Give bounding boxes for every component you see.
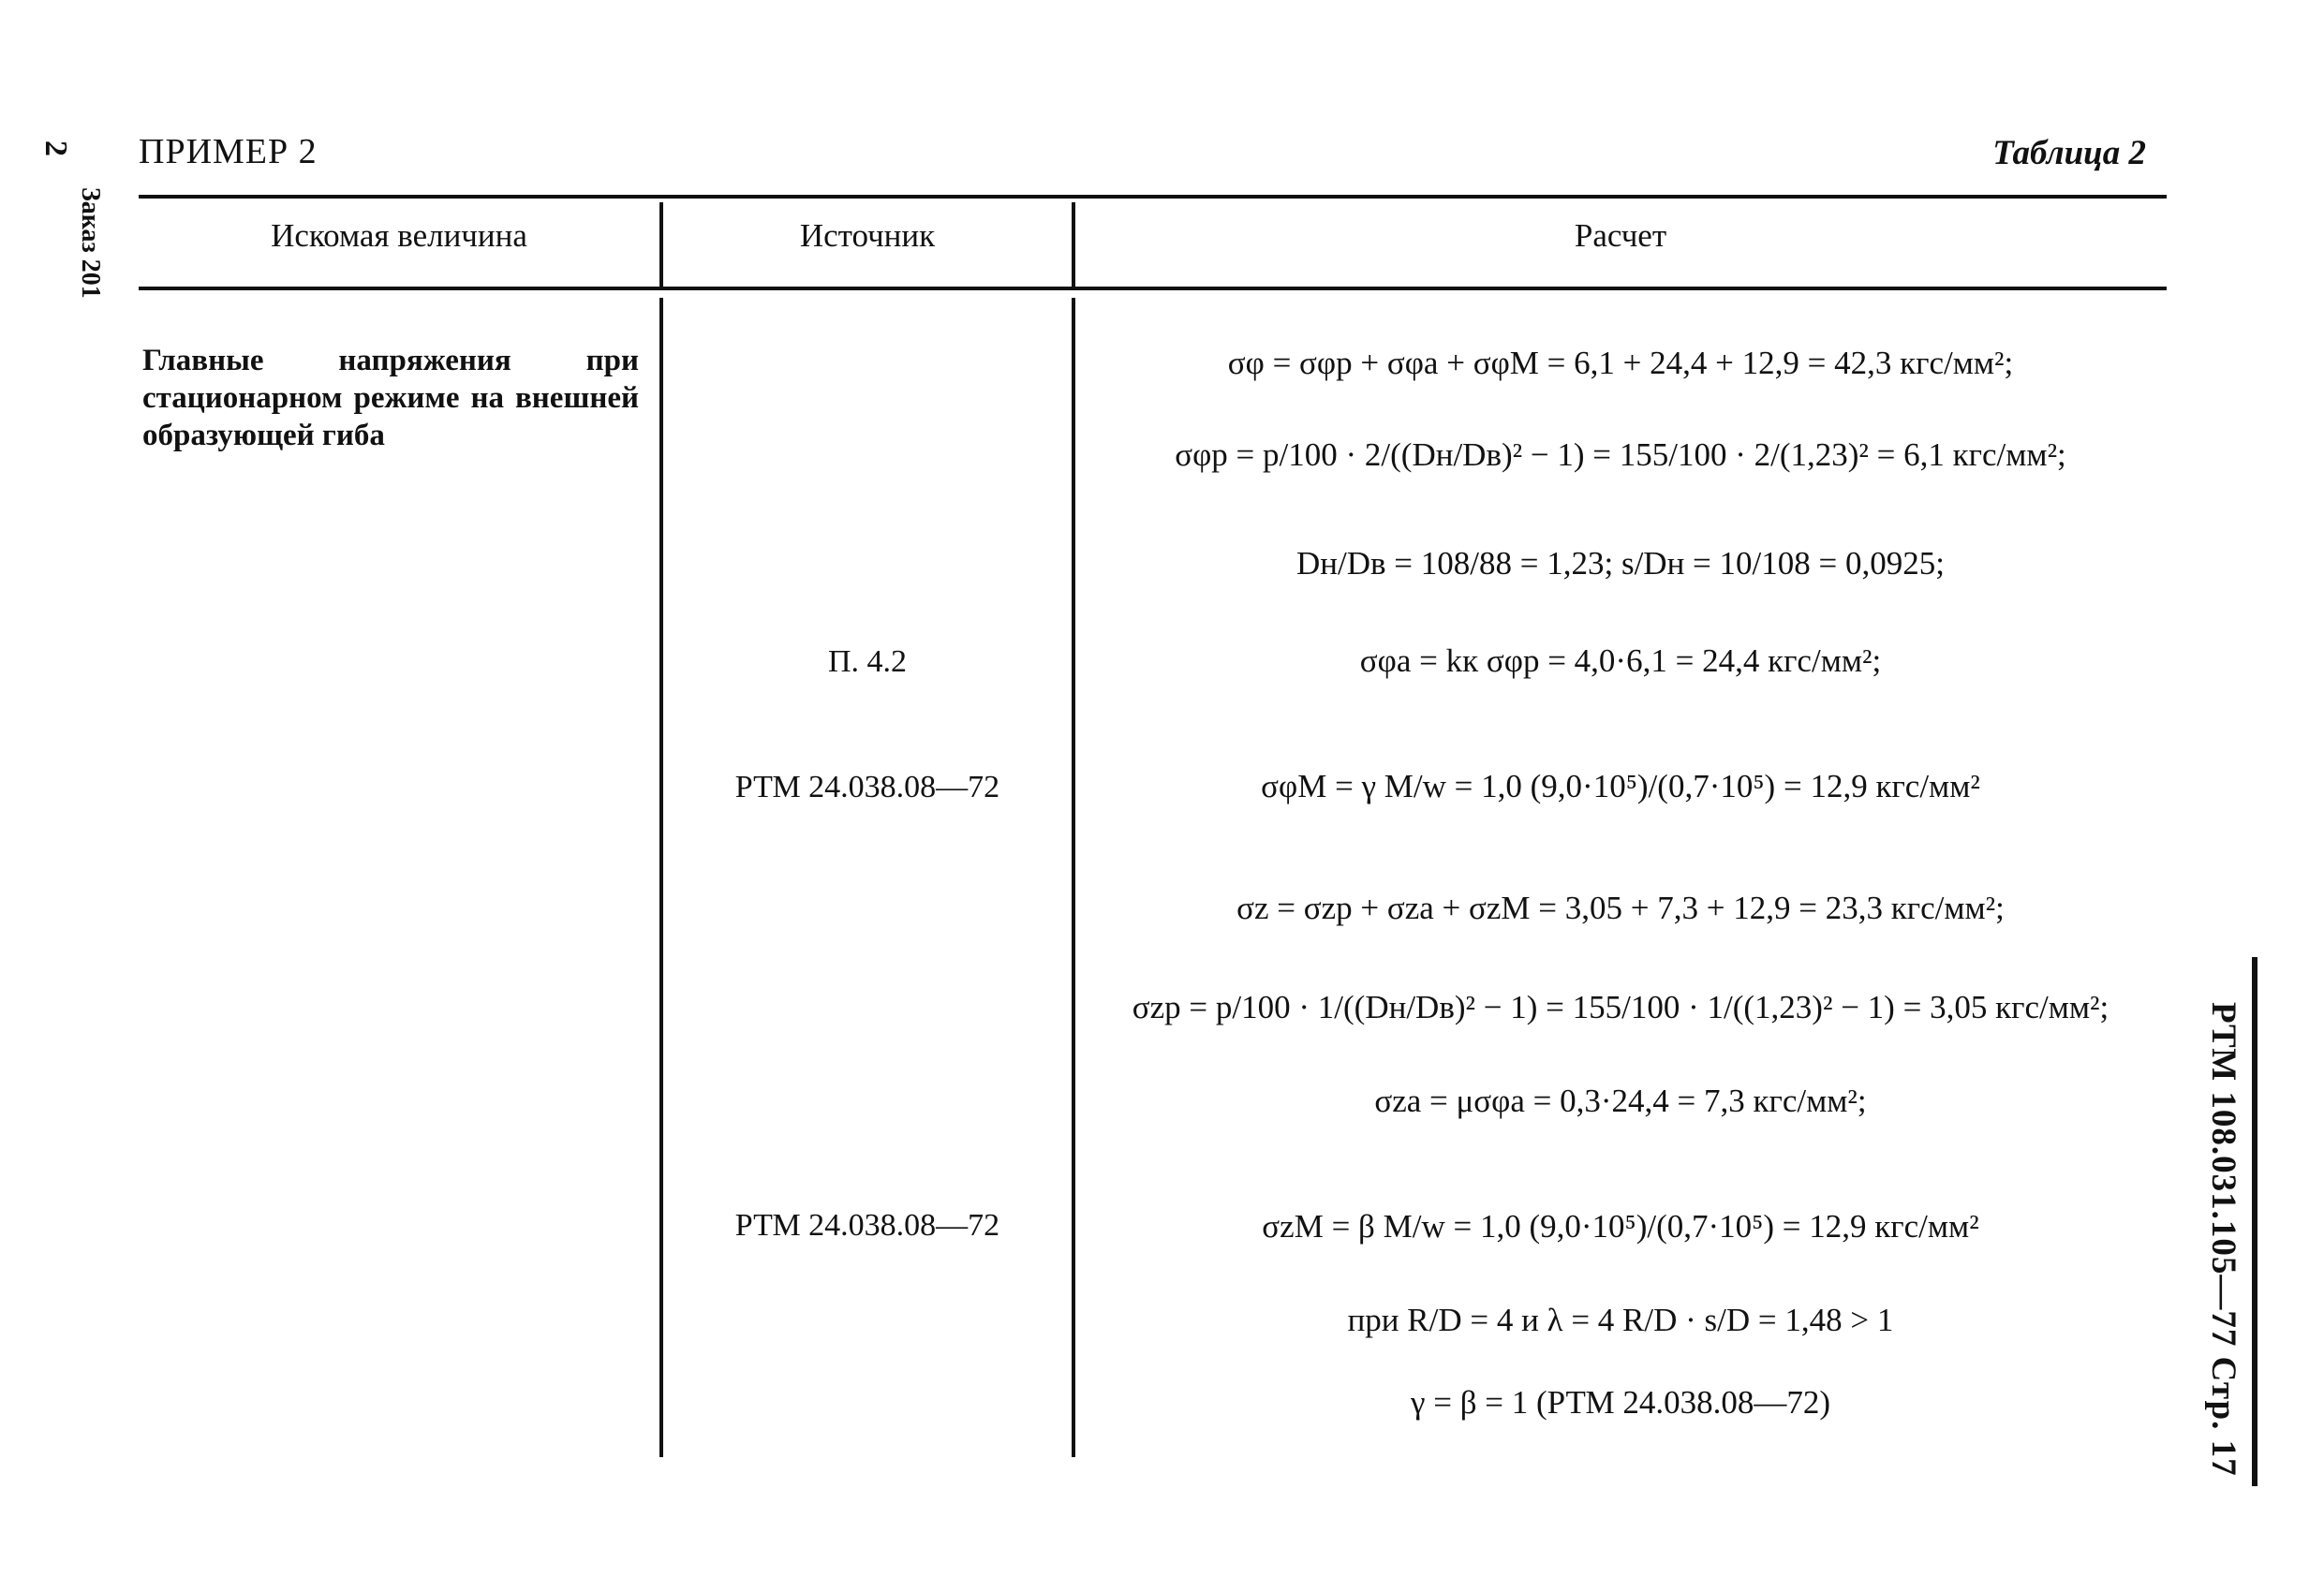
page-number: 2 [38,140,73,156]
source-item: РТМ 24.038.08—72 [734,1208,1000,1243]
calculation-line: σφp = p/100 · 2/((Dн/Dв)² − 1) = 155/100 · 2/(1,23)² = 6,1 кгс/мм²; [1175,436,2066,473]
order-note: Заказ 201 [76,187,105,299]
calculation-line: σφa = kк σφp = 4,0·6,1 = 24,4 кгс/мм²; [1359,642,1882,679]
calculation-line: σzM = β M/w = 1,0 (9,0·10⁵)/(0,7·10⁵) = 12,9 кгс/мм² [1262,1208,1979,1245]
side-margin-rule [2252,957,2257,1486]
column-divider-1 [659,202,663,289]
side-margin-code: РТМ 108.031.105—77 Стр. 17 [2204,1002,2243,1477]
calculation-line: σza = μσφa = 0,3·24,4 = 7,3 кгс/мм²; [1374,1083,1867,1119]
column-divider-1-body [659,298,663,1457]
calculation-line: σzp = p/100 · 1/((Dн/Dв)² − 1) = 155/100 · 1/((1,23)² − 1) = 3,05 кгс/мм²; [1132,989,2109,1025]
column-header-source: Источник [799,217,936,254]
example-title: ПРИМЕР 2 [139,132,318,171]
calculation-line: σz = σzp + σza + σzM = 3,05 + 7,3 + 12,9 = 23,3 кгс/мм²; [1236,890,2005,926]
table-label: Таблица 2 [1992,134,2146,172]
column-divider-2-body [1072,298,1075,1457]
calculation-line: σφ = σφp + σφa + σφM = 6,1 + 24,4 + 12,9 = 42,3 кгс/мм²; [1227,345,2014,381]
column-header-calculation: Расчет [1574,217,1667,254]
source-item: П. 4.2 [827,644,908,679]
calculation-line: γ = β = 1 (РТМ 24.038.08—72) [1411,1384,1830,1421]
table-top-rule [139,195,2167,199]
calculation-line: σφM = γ M/w = 1,0 (9,0·10⁵)/(0,7·10⁵) = 12,9 кгс/мм² [1261,768,1980,804]
table-header-rule [139,287,2167,290]
calculation-line: Dн/Dв = 108/88 = 1,23; s/Dн = 10/108 = 0,0925; [1296,545,1945,582]
quantity-cell: Главные напряжения при стационарном режиме на внешней образующей гиба [142,344,639,452]
column-divider-2 [1072,202,1075,289]
column-header-quantity: Искомая величина [271,217,527,254]
calculation-line: при R/D = 4 и λ = 4 R/D · s/D = 1,48 > 1 [1347,1302,1894,1338]
source-item: РТМ 24.038.08—72 [734,770,1000,804]
